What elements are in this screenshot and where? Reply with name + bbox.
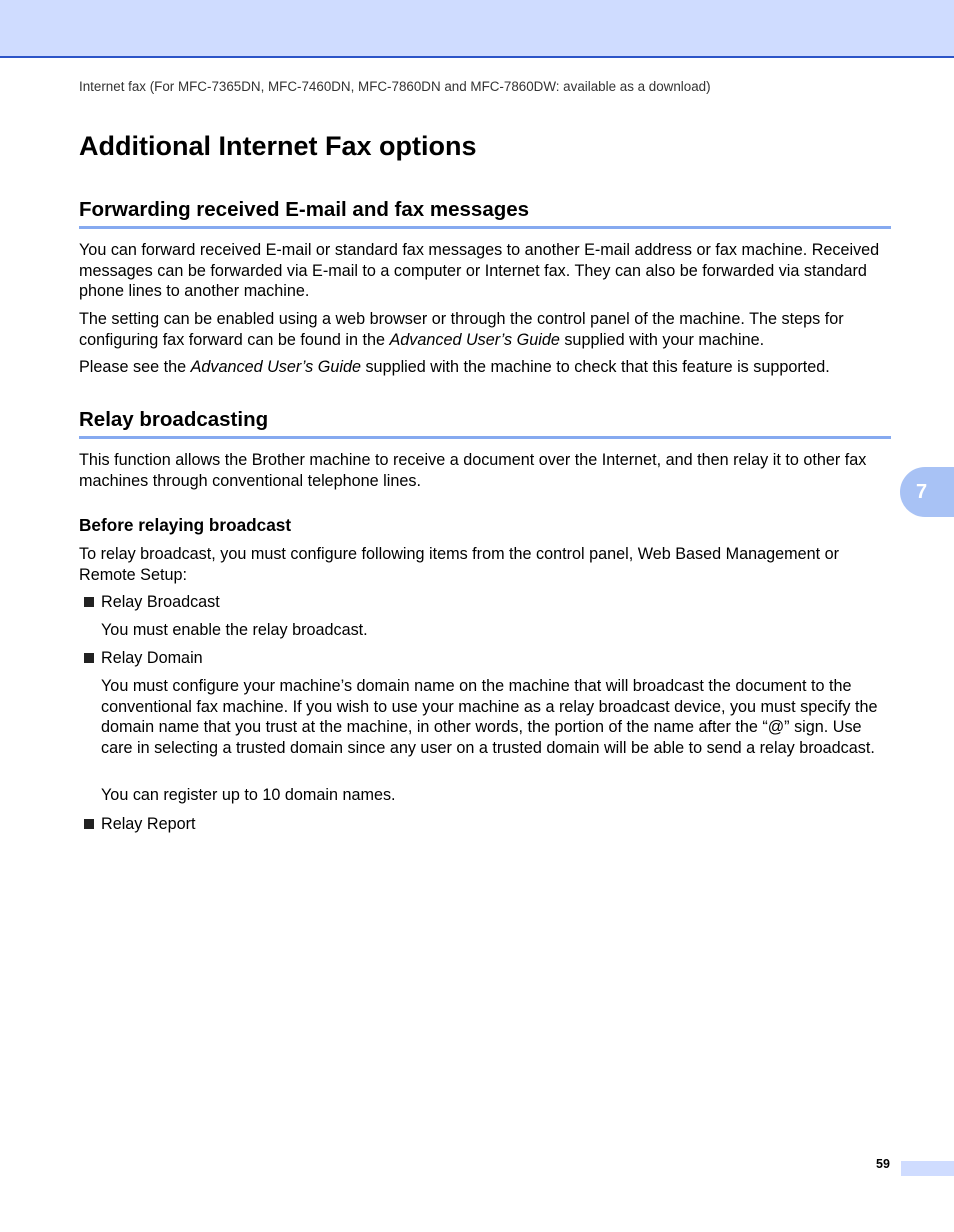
list-item-label: Relay Report <box>101 815 196 833</box>
relay-paragraph-2: To relay broadcast, you must configure following items from the control panel, Web Based Management or Remote Setup: <box>79 545 839 584</box>
list-item-relay-domain <box>84 648 203 669</box>
forwarding-paragraph-1: You can forward received E-mail or standard fax messages to another E-mail address or fax machine. Received messages can be forwarded via E-mail to a computer or Internet fax. They can also be forwarded via standard phone lines to another machine. <box>79 241 880 300</box>
list-item-label: Relay Domain <box>101 649 203 667</box>
bullet-square-icon <box>84 819 94 829</box>
breadcrumb: Internet fax (For MFC-7365DN, MFC-7460DN, MFC-7860DN and MFC-7860DW: available as a download) <box>79 79 711 94</box>
list-item-relay-report <box>84 814 195 835</box>
header-band <box>0 0 954 58</box>
page-number-bar <box>901 1161 954 1176</box>
guide-title: Advanced User’s Guide <box>389 330 560 349</box>
forwarding-paragraph-3-text: Please see the <box>79 358 191 376</box>
section-heading-forwarding: Forwarding received E-mail and fax messages <box>79 198 891 229</box>
chapter-tab <box>900 467 954 517</box>
list-item-description: You must configure your machine’s domain name on the machine that will broadcast the document to the conventional fax machine. If you wish to use your machine as a relay broadcast device, you must specify the domain name that you trust at the machine, in other words, the portion of the name after the “@” sign. Use care in selecting a trusted domain since any user on a trusted domain will be able to send a relay broadcast. <box>101 677 878 757</box>
page-title: Additional Internet Fax options <box>79 131 477 161</box>
relay-paragraph-1: This function allows the Brother machine to receive a document over the Internet, and then relay it to other fax machines through conventional telephone lines. <box>79 451 867 490</box>
list-item-relay-broadcast <box>84 592 220 613</box>
forwarding-paragraph-3-text-end: supplied with the machine to check that this feature is supported. <box>360 358 830 376</box>
bullet-square-icon <box>84 597 94 607</box>
forwarding-paragraph-2-text: The setting can be enabled using a web browser or through the control panel of the machine. The steps for configuring fax forward can be found in the <box>79 310 844 349</box>
forwarding-paragraph-2-text-end: supplied with your machine. <box>559 330 765 349</box>
page-number: 59 <box>876 1157 890 1171</box>
section-heading-relay: Relay broadcasting <box>79 408 891 439</box>
forwarding-paragraph-3 <box>79 357 894 378</box>
list-item-description-2: You can register up to 10 domain names. <box>101 786 396 804</box>
chapter-number: 7 <box>916 481 928 503</box>
list-item-description: You must enable the relay broadcast. <box>101 621 368 639</box>
bullet-square-icon <box>84 653 94 663</box>
list-item-label: Relay Broadcast <box>101 593 220 611</box>
guide-title: Advanced User’s Guide <box>190 358 361 376</box>
subheading-before-relaying: Before relaying broadcast <box>79 515 292 535</box>
forwarding-paragraph-2 <box>79 309 894 350</box>
